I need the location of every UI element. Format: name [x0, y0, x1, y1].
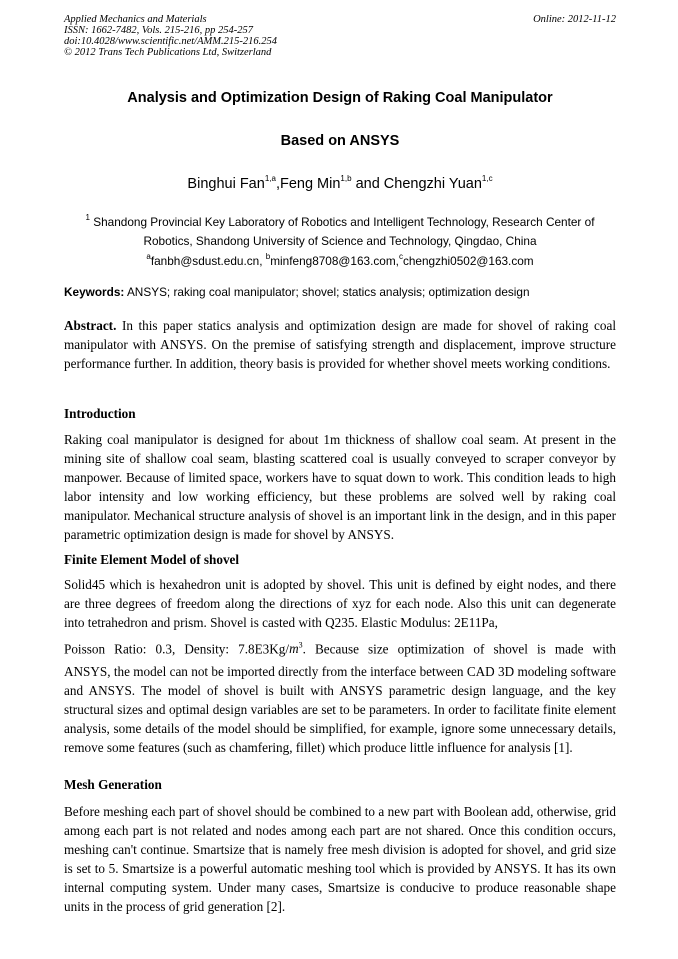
journal-name: Applied Mechanics and Materials — [64, 14, 207, 25]
author-emails — [64, 253, 616, 268]
abstract — [64, 316, 616, 373]
mesh-paragraph: Before meshing each part of shovel should be combined to a new part with Boolean add, otherwise, grid among each part is not related and nodes among each part are not shared. Once this condition occurs, meshing can't continue. Smartsize that is namely free mesh division is adopted for shovel, and grid size is set to 5. Smartsize is a powerful automatic meshing tool which is provided by ANSYS. It has its own internal computing system. Under many cases, Smartsize is conducive to produce reasonable shape units in the process of grid generation [2]. — [64, 804, 616, 914]
unit-m: m — [289, 641, 299, 657]
author-name: Feng Min — [279, 175, 341, 192]
abstract-text: In this paper statics analysis and optimization design are made for shovel of raking coal manipulator with ANSYS. On the premise of satisfying strength and displacement, improve structure performance further. In addition, theory basis is provided for whether shovel meets working conditions. — [64, 318, 616, 371]
fem-text-density: Poisson Ratio: 0.3, Density: 7.8E3Kg/ — [64, 641, 290, 657]
affiliation-text: Shandong Provincial Key Laboratory of Robotics and Intelligent Technology, Research Center of Robotics, Shandong University of Science and Technology, Qingdao, China — [93, 214, 595, 248]
online-date: Online: 2012-11-12 — [533, 14, 616, 25]
journal-copyright: © 2012 Trans Tech Publications Ltd, Switzerland — [64, 47, 272, 58]
keywords-label: Keywords: — [64, 285, 125, 299]
keywords-text: ANSYS; raking coal manipulator; shovel; statics analysis; optimization design — [124, 285, 530, 299]
journal-header — [64, 14, 616, 58]
density-unit — [289, 641, 303, 656]
introduction-paragraph: Raking coal manipulator is designed for about 1m thickness of shallow coal seam. At present in the mining site of shallow coal seam, blasting scattered coal is usually conveyed to scraper conveyor by manpower. Because of limited space, workers have to squat down to work. This condition leads to high labor intensity and low working efficiency, but these problems are solved well by raking coal manipulator. Mechanical structure analysis of shovel is an important link in the design, and in this paper parametric optimization design is made for shovel by ANSYS. — [64, 432, 616, 542]
paper-title-line-1: Analysis and Optimization Design of Raking Coal Manipulator — [127, 90, 553, 106]
author-affiliation-mark: 1,c — [481, 174, 493, 183]
abstract-label: Abstract. — [64, 318, 117, 333]
author-name: Binghui Fan — [187, 175, 265, 192]
email-mark: b — [265, 252, 271, 261]
unit-exponent: 3 — [298, 641, 303, 650]
fem-paragraph-1: Solid45 which is hexahedron unit is adopted by shovel. This unit is defined by eight nodes, and there are three degrees of freedom along the directions of xyz for each node. Also this unit can degenerate into tetrahedron and prism. Shovel is casted with Q235. Elastic Modulus: 2E11Pa, — [64, 577, 616, 630]
author-separator: , — [275, 175, 280, 192]
section-heading-mesh: Mesh Generation — [64, 777, 162, 792]
fem-paragraph-3: ANSYS, the model can not be imported directly from the interface between CAD 3D modeling software and ANSYS. The model of shovel is built with ANSYS parametric design language, and the key structural sizes and optimal design variables are set to be parameters. In order to facilitate finite element analysis, some details of the model should be simplified, for example, ignore some unnecessary details, remove some features (such as chamfering, fillet) which produce little influence for analysis [1]. — [64, 664, 616, 755]
author-list — [64, 175, 616, 192]
author-name: Chengzhi Yuan — [383, 175, 482, 192]
author-separator: and — [351, 175, 384, 192]
fem-paragraph-2 — [64, 636, 616, 658]
author-affiliation-mark: 1,b — [340, 174, 352, 183]
email-address: chengzhi0502@163.com — [402, 253, 534, 268]
author-affiliation-mark: 1,a — [264, 174, 276, 183]
section-heading-fem: Finite Element Model of shovel — [64, 552, 240, 567]
journal-issn: ISSN: 1662-7482, Vols. 215-216, pp 254-257 — [64, 25, 253, 36]
email-mark: c — [398, 252, 403, 261]
affiliation-mark: 1 — [85, 213, 90, 222]
section-heading-introduction: Introduction — [64, 406, 136, 421]
journal-doi: doi:10.4028/www.scientific.net/AMM.215-216.254 — [64, 36, 277, 47]
email-mark: a — [146, 252, 151, 261]
email-address: minfeng8708@163.com, — [270, 253, 399, 268]
affiliation — [64, 209, 616, 251]
email-address: fanbh@sdust.edu.cn, — [150, 253, 266, 268]
paper-title-line-2: Based on ANSYS — [280, 133, 400, 149]
fem-text-continue: . Because size optimization of shovel is made with — [302, 641, 616, 657]
keywords — [64, 285, 616, 299]
